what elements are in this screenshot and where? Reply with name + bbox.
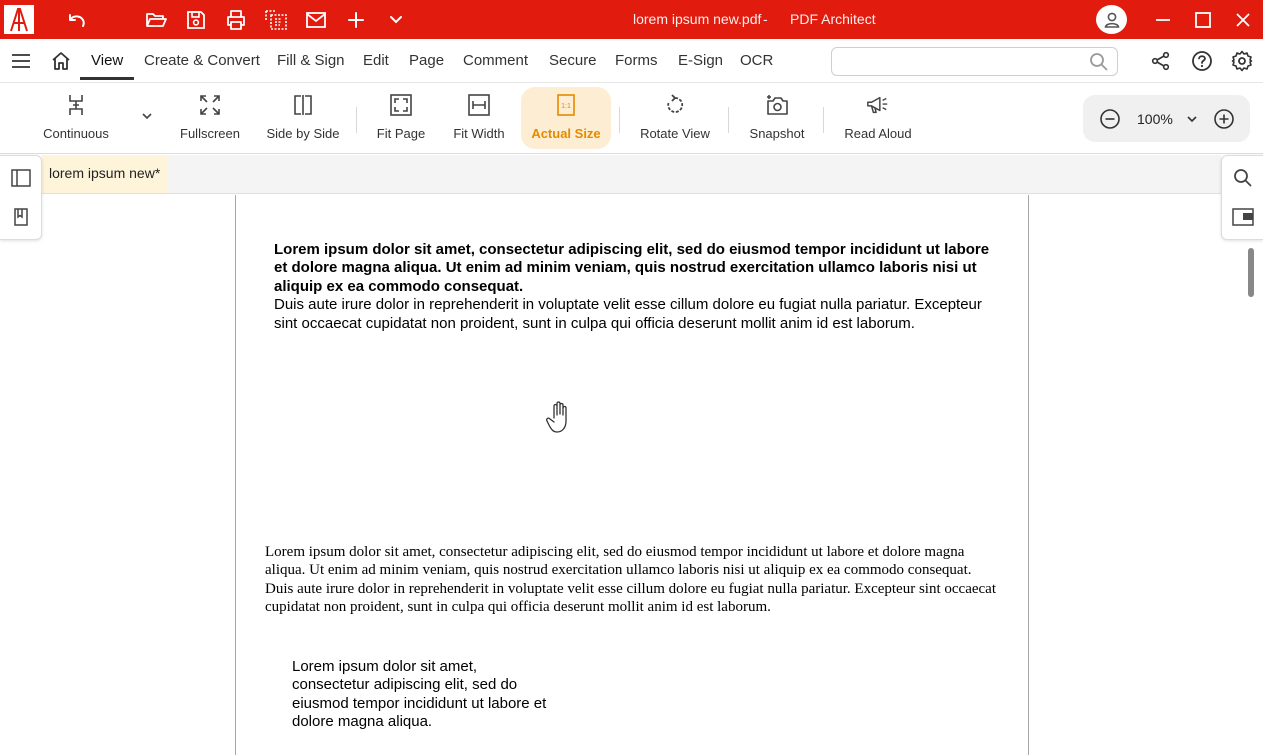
- tab-fill-sign[interactable]: Fill & Sign: [277, 52, 345, 69]
- menu-bar: [0, 39, 1263, 83]
- fit-width-label: Fit Width: [453, 126, 505, 141]
- continuous-button[interactable]: [40, 87, 112, 149]
- left-side-panel: [0, 155, 42, 240]
- fit-page-icon: [389, 93, 413, 117]
- tab-edit[interactable]: Edit: [363, 52, 389, 69]
- fit-width-button[interactable]: [448, 87, 510, 149]
- window-filename: lorem ipsum new.pdf: [633, 11, 762, 27]
- zoom-level-select[interactable]: 100%: [1137, 111, 1173, 127]
- ribbon-toolbar: [0, 83, 1263, 154]
- zoom-in-icon[interactable]: [1213, 108, 1235, 130]
- fullscreen-icon: [198, 93, 222, 117]
- hamburger-menu-icon[interactable]: [10, 50, 32, 72]
- side-by-side-icon: [291, 93, 315, 117]
- document-tab-bar: [42, 155, 1221, 194]
- side-by-side-label: Side by Side: [266, 126, 340, 141]
- tab-e-sign[interactable]: E-Sign: [678, 52, 724, 69]
- user-account-icon[interactable]: [1096, 5, 1127, 34]
- snapshot-label: Snapshot: [749, 126, 805, 141]
- hand-cursor-icon: [546, 400, 574, 434]
- email-icon[interactable]: [303, 7, 329, 33]
- svg-text:1:1: 1:1: [561, 103, 571, 110]
- tab-ocr[interactable]: OCR: [740, 52, 774, 69]
- paragraph-1-bold: Lorem ipsum dolor sit amet, consectetur adipiscing elit, sed do eiusmod tempor incididunt ut labore et dolore magna aliqua. Ut enim ad minim veniam, quis nostrud exercitation ullamco laboris nisi ut aliquip ex ea commodo consequat.: [274, 241, 990, 295]
- scan-icon[interactable]: [263, 7, 289, 33]
- rotate-view-button[interactable]: [636, 87, 714, 149]
- tab-forms[interactable]: Forms: [615, 52, 658, 69]
- fullscreen-button[interactable]: [175, 87, 245, 149]
- fullscreen-label: Fullscreen: [180, 126, 240, 141]
- zoom-dropdown-chevron-icon[interactable]: [1181, 108, 1203, 130]
- tab-secure[interactable]: Secure: [549, 52, 597, 69]
- paragraph-1-regular: Duis aute irure dolor in reprehenderit in voluptate velit esse cillum dolore eu fugiat nulla pariatur. Excepteur sint occaecat cupidatat non proident, sunt in culpa qui officia deserunt mollit anim id est laborum.: [274, 296, 982, 332]
- actual-size-label: Actual Size: [531, 126, 601, 141]
- fit-width-icon: [467, 93, 491, 117]
- close-icon[interactable]: [1230, 7, 1256, 33]
- actual-size-button[interactable]: [521, 87, 611, 149]
- tab-create-convert[interactable]: Create & Convert: [144, 52, 260, 69]
- window-app-name: PDF Architect: [790, 11, 876, 27]
- maximize-icon[interactable]: [1190, 7, 1216, 33]
- window-title-separator: -: [763, 11, 768, 27]
- tab-view[interactable]: View: [91, 52, 124, 69]
- read-aloud-button[interactable]: [840, 87, 916, 149]
- search-icon[interactable]: [1089, 52, 1109, 72]
- read-aloud-megaphone-icon: [866, 93, 890, 117]
- ribbon-separator: [356, 107, 357, 133]
- ribbon-separator: [823, 107, 824, 133]
- zoom-out-icon[interactable]: [1099, 108, 1121, 130]
- continuous-icon: [64, 93, 88, 117]
- undo-icon[interactable]: [63, 7, 89, 33]
- chevron-down-icon[interactable]: [383, 7, 409, 33]
- rotate-view-label: Rotate View: [640, 126, 710, 141]
- ribbon-separator: [619, 107, 620, 133]
- help-icon[interactable]: [1191, 50, 1213, 72]
- actual-size-icon: [554, 93, 578, 117]
- thumbnails-panel-icon[interactable]: [10, 167, 32, 189]
- right-side-panel: [1221, 155, 1263, 240]
- bookmarks-panel-icon[interactable]: [10, 206, 32, 228]
- fit-page-button[interactable]: [370, 87, 432, 149]
- minimize-icon[interactable]: [1150, 7, 1176, 33]
- rotate-view-icon: [663, 93, 687, 117]
- settings-gear-icon[interactable]: [1231, 50, 1253, 72]
- paragraph-2: Lorem ipsum dolor sit amet, consectetur adipiscing elit, sed do eiusmod tempor incididunt ut labore et dolore magna aliqua. Ut enim ad minim veniam, quis nostrud exercitation ullamco laboris nisi ut aliquip ex ea commodo consequat. Duis aute irure dolor in reprehenderit in voluptate velit esse cillum dolore eu fugiat nulla pariatur. Excepteur sint occaecat cupidatat non proident, sunt in culpa qui officia deserunt mollit anim id est laborum.: [265, 544, 996, 616]
- fit-page-label: Fit Page: [376, 126, 426, 141]
- search-box: [831, 47, 1118, 76]
- active-tab-indicator: [80, 77, 134, 80]
- open-folder-icon[interactable]: [143, 7, 169, 33]
- add-icon[interactable]: [343, 7, 369, 33]
- title-bar: [0, 0, 1263, 39]
- home-icon[interactable]: [50, 50, 72, 72]
- vertical-scrollbar-thumb[interactable]: [1248, 248, 1254, 297]
- print-icon[interactable]: [223, 7, 249, 33]
- ribbon-separator: [728, 107, 729, 133]
- document-tab-label: lorem ipsum new*: [49, 165, 161, 181]
- find-panel-search-icon[interactable]: [1232, 167, 1254, 189]
- paragraph-3: Lorem ipsum dolor sit amet, consectetur adipiscing elit, sed do eiusmod tempor incididunt ut labore et dolore magna aliqua.: [292, 658, 547, 731]
- document-tab[interactable]: [42, 155, 167, 193]
- search-input[interactable]: [840, 52, 1080, 72]
- properties-panel-icon[interactable]: [1232, 206, 1254, 228]
- read-aloud-label: Read Aloud: [844, 126, 912, 141]
- continuous-dropdown-chevron-icon[interactable]: [140, 109, 154, 123]
- app-logo-icon[interactable]: [4, 5, 34, 34]
- continuous-label: Continuous: [43, 126, 109, 141]
- save-icon[interactable]: [183, 7, 209, 33]
- snapshot-button[interactable]: [745, 87, 809, 149]
- tab-comment[interactable]: Comment: [463, 52, 529, 69]
- side-by-side-button[interactable]: [264, 87, 342, 149]
- share-icon[interactable]: [1150, 50, 1172, 72]
- paragraph-1: [274, 241, 1004, 333]
- tab-page[interactable]: Page: [409, 52, 445, 69]
- pdf-page: [235, 195, 1029, 755]
- snapshot-camera-icon: [765, 93, 789, 117]
